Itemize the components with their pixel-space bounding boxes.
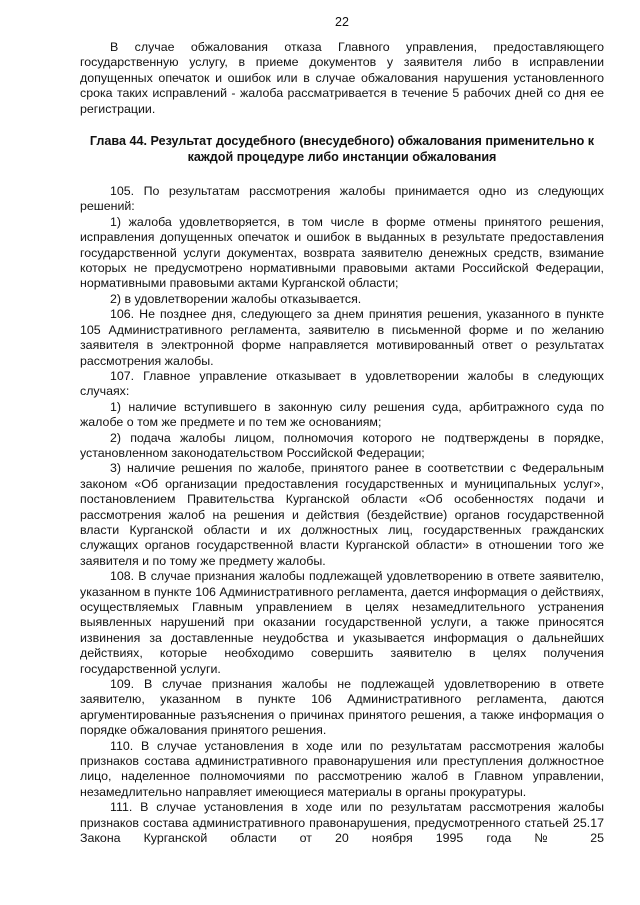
intro-paragraph: В случае обжалования отказа Главного управления, предоставляющего государственную услугу, в приеме документов у заявителя либо в исправлении допущенных опечаток и ошибок или в случае обжалования нарушения установленного срока таких исправлений - жалоба рассматривается в течение 5 рабочих дней со дня ее регистрации. bbox=[80, 40, 604, 116]
paragraph-106: 106. Не позднее дня, следующего за днем принятия решения, указанного в пункте 105 Административного регламента, заявителю в письменной форме и по желанию заявителя в электронной форме направляется мотивированный ответ о результатах рассмотрения жалобы. bbox=[80, 307, 604, 368]
paragraph-107-item-1: 1) наличие вступившего в законную силу решения суда, арбитражного суда по жалобе о том же предмете и по тем же основаниям; bbox=[80, 399, 604, 430]
chapter-heading: Глава 44. Результат досудебного (внесудебного) обжалования применительно к каждой процедуре либо инстанции обжалования bbox=[89, 134, 595, 165]
paragraph-105-item-2: 2) в удовлетворении жалобы отказывается. bbox=[110, 291, 362, 306]
page-number: 22 bbox=[335, 15, 349, 29]
paragraph-107: 107. Главное управление отказывает в удовлетворении жалобы в следующих случаях: bbox=[80, 368, 604, 399]
paragraph-107-item-2: 2) подача жалобы лицом, полномочия которого не подтверждены в порядке, установленном законодательством Российской Федерации; bbox=[80, 430, 604, 460]
document-page bbox=[80, 14, 604, 847]
paragraph-109: 109. В случае признания жалобы не подлежащей удовлетворению в ответе заявителю, указанном в пункте 106 Административного регламента, даются аргументированные разъяснения о причинах принятого решения, а также информация о порядке обжалования принятого решения. bbox=[80, 677, 604, 738]
paragraph-108: 108. В случае признания жалобы подлежащей удовлетворению в ответе заявителю, указанном в пункте 106 Административного регламента, дается информация о действиях, осуществляемых Главным управлением в целях незамедлительного устранения выявленных нарушений при оказании государственной услуги, а также приносятся извинения за доставленные неудобства и указывается информация о дальнейших действиях, которые необходимо совершить заявителю в целях получения государственной услуги. bbox=[80, 569, 604, 676]
paragraph-105: 105. По результатам рассмотрения жалобы принимается одно из следующих решений: bbox=[80, 184, 604, 214]
paragraph-105-item-1: 1) жалоба удовлетворяется, в том числе в форме отмены принятого решения, исправления допущенных опечаток и ошибок в выданных в результате предоставления государственной услуги документах, возврата заявителю денежных средств, взимание которых не предусмотрено нормативными правовыми актами Российской Федерации, нормативными правовыми актами Курганской области; bbox=[80, 214, 604, 291]
paragraph-110: 110. В случае установления в ходе или по результатам рассмотрения жалобы признаков состава административного правонарушения или преступления должностное лицо, наделенное полномочиями по рассмотрению жалоб в Главном управлении, незамедлительно направляет имеющиеся материалы в органы прокуратуры. bbox=[80, 738, 604, 799]
paragraph-111: 111. В случае установления в ходе или по результатам рассмотрения жалобы признаков состава административного правонарушения, предусмотренного статьей 25.17 Закона Курганской области от 20 ноября 1995 года № 25 bbox=[80, 800, 604, 846]
paragraph-107-item-3: 3) наличие решения по жалобе, принятого ранее в соответствии с Федеральным законом «Об организации предоставления государственных и муниципальных услуг», постановлением Правительства Курганской области «Об особенностях подачи и рассмотрения жалоб на решения и действия (бездействие) органов государственной власти Курганской области и их должностных лиц, государственных гражданских служащих органов государственной власти Курганской области» в отношении того же заявителя и по тому же предмету жалобы. bbox=[80, 461, 604, 568]
